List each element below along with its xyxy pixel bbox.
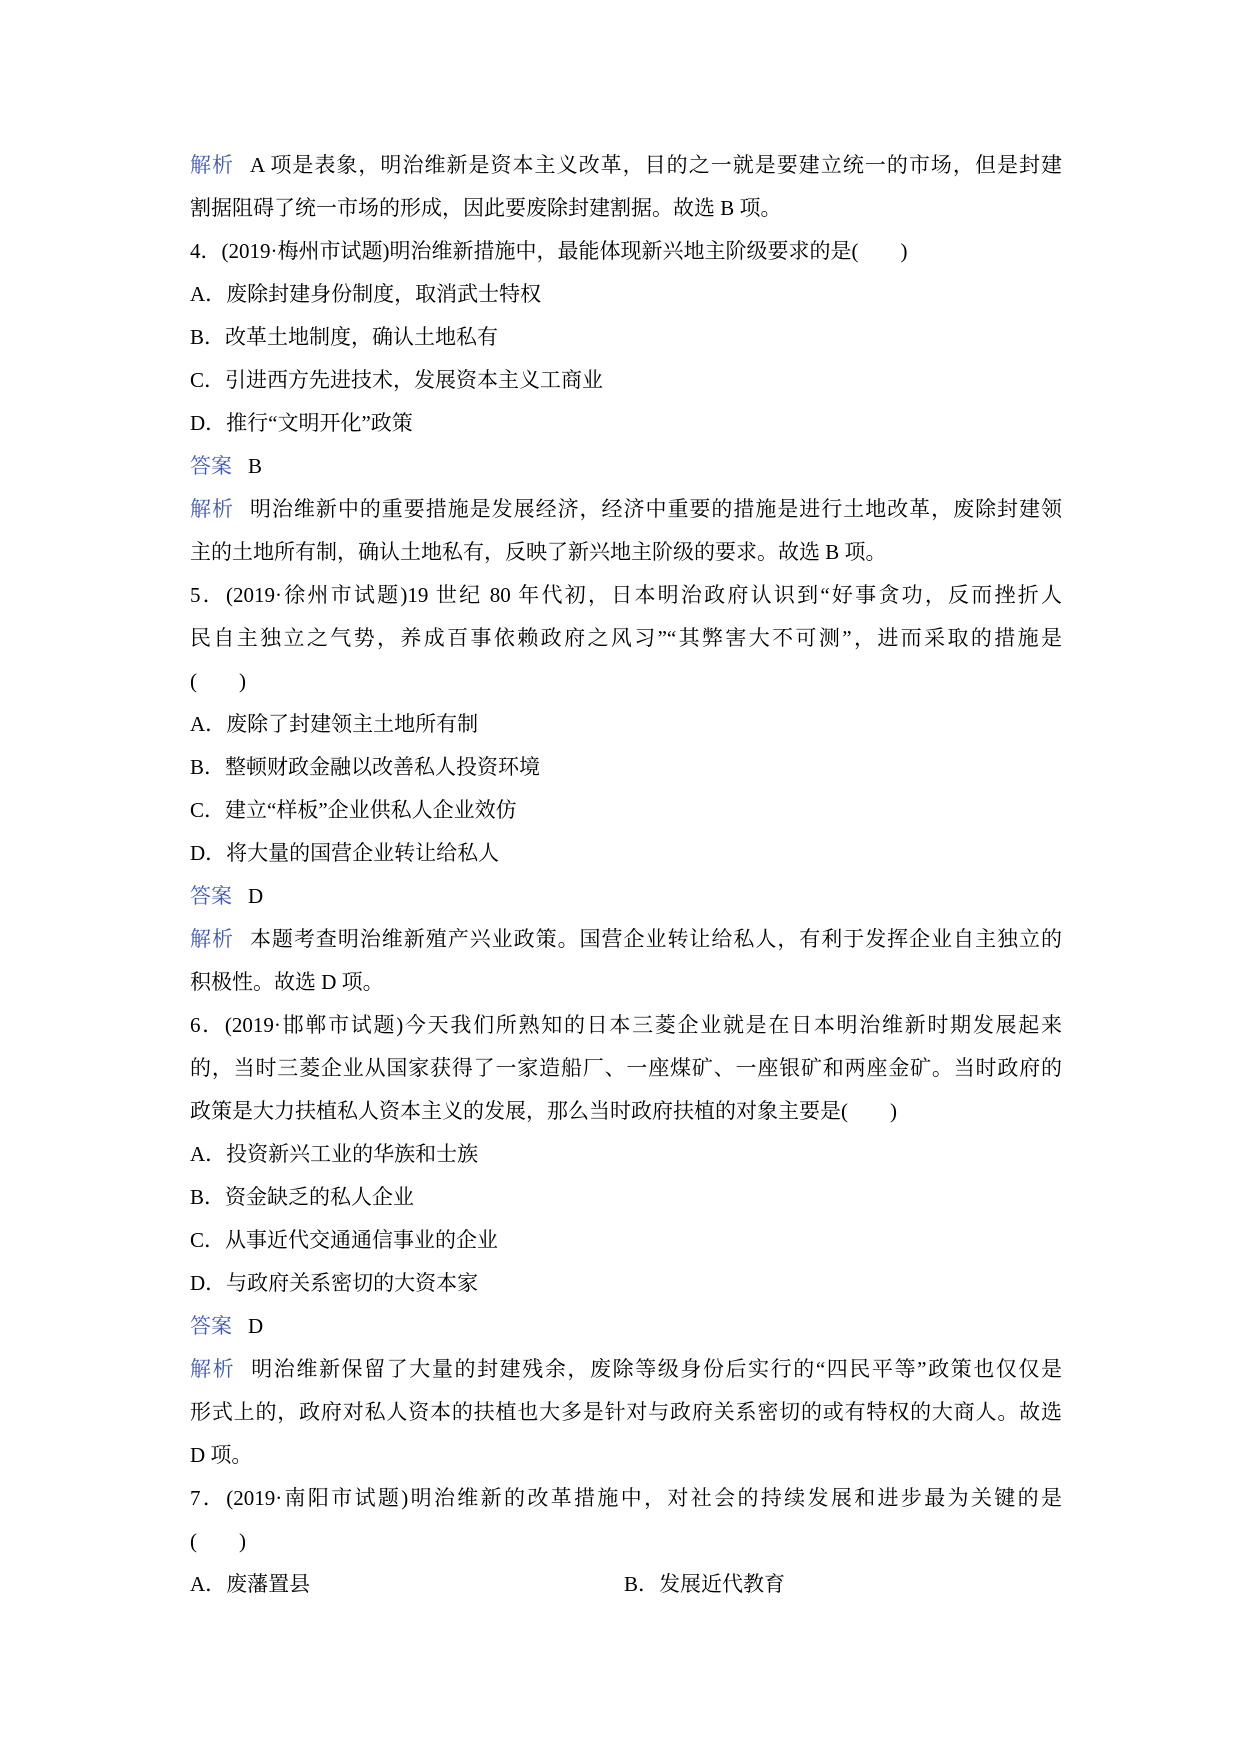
option-b: B．改革土地制度，确认土地私有 bbox=[190, 325, 499, 349]
option-d: D．将大量的国营企业转让给私人 bbox=[190, 841, 500, 865]
analysis-line bbox=[190, 1348, 1062, 1391]
options-row bbox=[190, 1563, 1062, 1606]
question-stem: ( ) bbox=[190, 1529, 246, 1553]
analysis-label: 解析 bbox=[190, 497, 234, 521]
analysis-label: 解析 bbox=[190, 1357, 236, 1381]
question-stem: 6．(2019·邯郸市试题)今天我们所熟知的日本三菱企业就是在日本明治维新时期发展起来 bbox=[190, 1013, 1062, 1037]
analysis-label: 解析 bbox=[190, 153, 235, 177]
analysis-text: 明治维新保留了大量的封建残余，废除等级身份后实行的“四民平等”政策也仅仅是 bbox=[251, 1357, 1063, 1381]
option-a: A．废除封建身份制度，取消武士特权 bbox=[190, 282, 542, 306]
analysis-line: 形式上的，政府对私人资本的扶植也大多是针对与政府关系密切的或有特权的大商人。故选 bbox=[190, 1400, 1062, 1424]
question-stem: 7．(2019·南阳市试题)明治维新的改革措施中，对社会的持续发展和进步最为关键的是 bbox=[190, 1486, 1062, 1510]
option-a: A．投资新兴工业的华族和士族 bbox=[190, 1142, 479, 1166]
analysis-line bbox=[190, 488, 1062, 531]
question-stem: 政策是大力扶植私人资本主义的发展，那么当时政府扶植的对象主要是( ) bbox=[190, 1099, 897, 1123]
answer-value: D bbox=[248, 1314, 264, 1338]
option-c: C．建立“样板”企业供私人企业效仿 bbox=[190, 798, 517, 822]
analysis-line: D 项。 bbox=[190, 1443, 253, 1467]
question-stem: 的，当时三菱企业从国家获得了一家造船厂、一座煤矿、一座银矿和两座金矿。当时政府的 bbox=[190, 1056, 1062, 1080]
option-b: B．发展近代教育 bbox=[624, 1572, 786, 1596]
answer-line bbox=[190, 1305, 1062, 1348]
analysis-text: 明治维新中的重要措施是发展经济，经济中重要的措施是进行土地改革，废除封建领 bbox=[249, 497, 1063, 521]
answer-line bbox=[190, 445, 1062, 488]
question-stem: 5．(2019·徐州市试题)19 世纪 80 年代初，日本明治政府认识到“好事贪功，反而挫折人 bbox=[190, 583, 1062, 607]
analysis-text: 本题考查明治维新殖产兴业政策。国营企业转让给私人，有利于发挥企业自主独立的 bbox=[249, 927, 1063, 951]
answer-line bbox=[190, 875, 1062, 918]
answer-value: B bbox=[248, 454, 263, 478]
analysis-line: 割据阻碍了统一市场的形成，因此要废除封建割据。故选 B 项。 bbox=[190, 196, 782, 220]
option-c: C．引进西方先进技术，发展资本主义工商业 bbox=[190, 368, 604, 392]
analysis-label: 解析 bbox=[190, 927, 234, 951]
analysis-line: 积极性。故选 D 项。 bbox=[190, 970, 384, 994]
option-a: A．废藩置县 bbox=[190, 1572, 311, 1596]
question-stem: 4．(2019·梅州市试题)明治维新措施中，最能体现新兴地主阶级要求的是( ) bbox=[190, 239, 908, 263]
question-stem: ( ) bbox=[190, 669, 246, 693]
option-b: B．整顿财政金融以改善私人投资环境 bbox=[190, 755, 541, 779]
option-d: D．推行“文明开化”政策 bbox=[190, 411, 413, 435]
option-d: D．与政府关系密切的大资本家 bbox=[190, 1271, 479, 1295]
analysis-line: 主的土地所有制，确认土地私有，反映了新兴地主阶级的要求。故选 B 项。 bbox=[190, 540, 887, 564]
answer-label: 答案 bbox=[190, 454, 232, 478]
document-body bbox=[190, 144, 1062, 1606]
question-stem: 民自主独立之气势，养成百事依赖政府之风习”“其弊害大不可测”，进而采取的措施是 bbox=[190, 626, 1062, 650]
option-a: A．废除了封建领主土地所有制 bbox=[190, 712, 479, 736]
answer-label: 答案 bbox=[190, 884, 232, 908]
answer-label: 答案 bbox=[190, 1314, 232, 1338]
option-c: C．从事近代交通通信事业的企业 bbox=[190, 1228, 499, 1252]
analysis-text: A 项是表象，明治维新是资本主义改革，目的之一就是要建立统一的市场，但是封建 bbox=[250, 153, 1062, 177]
analysis-line bbox=[190, 918, 1062, 961]
analysis-line bbox=[190, 144, 1062, 187]
option-b: B．资金缺乏的私人企业 bbox=[190, 1185, 415, 1209]
answer-value: D bbox=[248, 884, 264, 908]
